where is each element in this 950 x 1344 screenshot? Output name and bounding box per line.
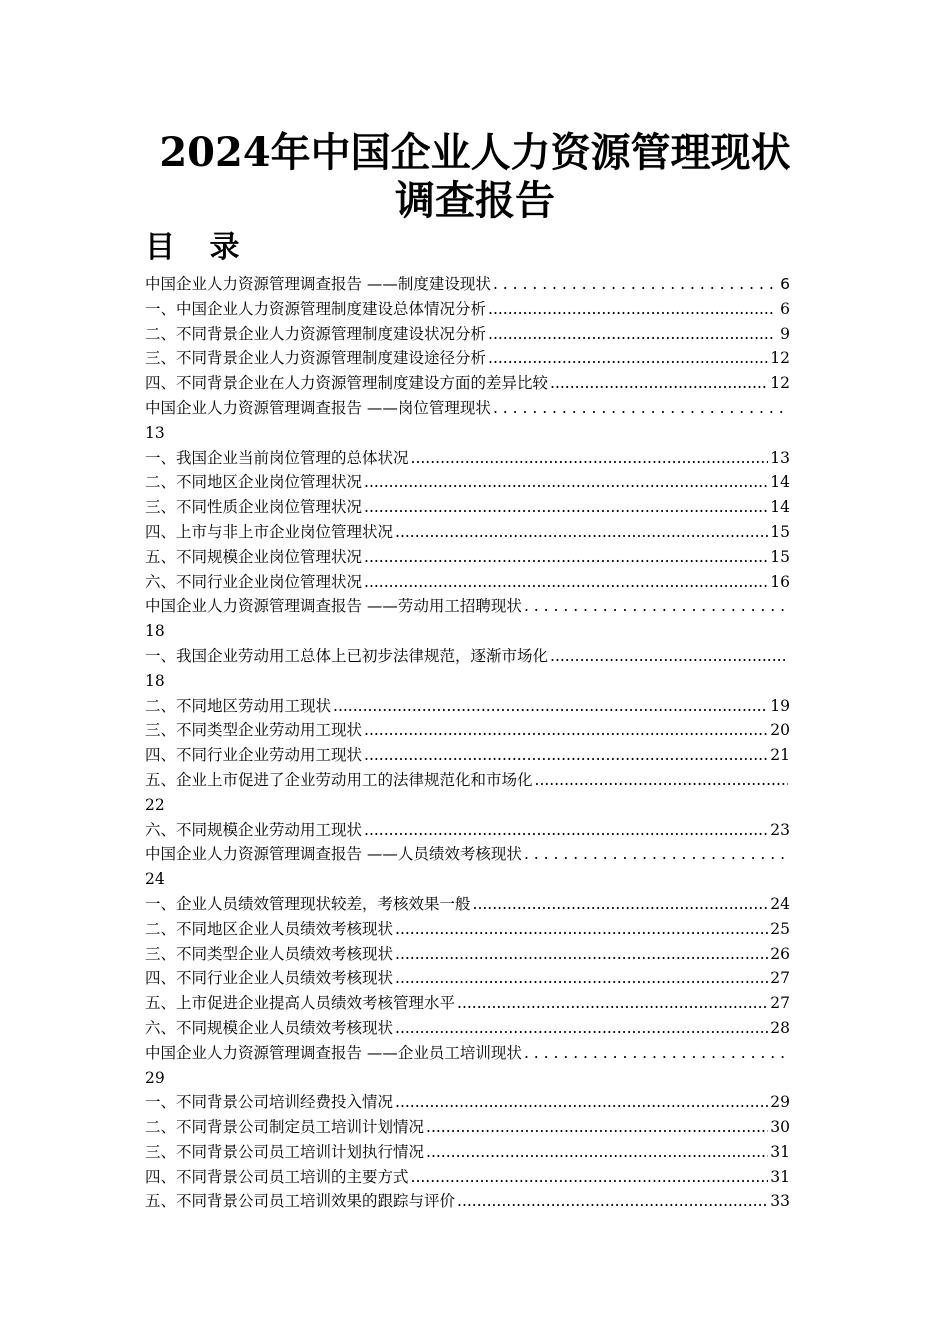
- toc-entry-row: [145, 718, 790, 743]
- toc-entry-row: [145, 942, 790, 967]
- toc-page-number: 31: [770, 1142, 790, 1161]
- toc-dot-leader: [524, 842, 788, 867]
- toc-page-number: 9: [780, 324, 790, 343]
- toc-subsection-entry[interactable]: [145, 818, 790, 843]
- toc-page-number: 18: [145, 622, 165, 641]
- table-of-contents: [145, 272, 790, 1214]
- toc-entry-title: 六、不同规模企业劳动用工现状: [145, 820, 363, 839]
- toc-subsection-entry[interactable]: [145, 644, 790, 694]
- toc-dot-leader: [488, 297, 774, 322]
- toc-dot-leader: [493, 396, 788, 421]
- toc-entry-title: 三、不同背景企业人力资源管理制度建设途径分析: [145, 349, 487, 368]
- toc-subsection-entry[interactable]: [145, 495, 790, 520]
- toc-section-entry[interactable]: [145, 272, 790, 297]
- toc-dot-leader: [333, 694, 768, 719]
- toc-page-number: 20: [770, 721, 790, 740]
- toc-entry-title: 五、上市促进企业提高人员绩效考核管理水平: [145, 994, 456, 1013]
- toc-page-number: 33: [770, 1192, 790, 1211]
- toc-page-number: 15: [770, 547, 790, 566]
- toc-entry-row: [145, 694, 790, 719]
- toc-subsection-entry[interactable]: [145, 991, 790, 1016]
- toc-page-number: 22: [145, 795, 165, 814]
- toc-subsection-entry[interactable]: [145, 545, 790, 570]
- toc-entry-row: [145, 842, 790, 867]
- toc-section-entry[interactable]: [145, 396, 790, 446]
- toc-subsection-entry[interactable]: [145, 966, 790, 991]
- toc-entry-row: [145, 272, 790, 297]
- toc-dot-leader: [473, 892, 769, 917]
- toc-entry-title: 一、我国企业劳动用工总体上已初步法律规范，逐渐市场化: [145, 646, 549, 665]
- report-title-line-1: 2024年中国企业人力资源管理现状: [159, 129, 791, 176]
- toc-subsection-entry[interactable]: [145, 470, 790, 495]
- toc-entry-title: 六、不同行业企业岗位管理状况: [145, 572, 363, 591]
- toc-dot-leader: [395, 520, 768, 545]
- toc-subsection-entry[interactable]: [145, 371, 790, 396]
- toc-page-number: 13: [145, 423, 165, 442]
- toc-dot-leader: [395, 1090, 768, 1115]
- toc-dot-leader: [364, 495, 768, 520]
- toc-page-number: 23: [770, 820, 790, 839]
- report-title-line-2: 调查报告: [395, 177, 555, 224]
- toc-page-number: 6: [780, 275, 790, 293]
- toc-dot-leader: [488, 346, 768, 371]
- toc-heading: 目 录: [145, 230, 252, 265]
- toc-entry-row: [145, 917, 790, 942]
- toc-entry-title: 中国企业人力资源管理调查报告 ——劳动用工招聘现状: [145, 597, 522, 616]
- toc-subsection-entry[interactable]: [145, 570, 790, 595]
- toc-dot-leader: [411, 1165, 769, 1190]
- toc-entry-row: [145, 570, 790, 595]
- toc-entry-row: [145, 1090, 790, 1115]
- toc-dot-leader: [395, 917, 768, 942]
- toc-entry-title: 二、不同背景公司制定员工培训计划情况: [145, 1118, 425, 1137]
- toc-page-number: 13: [770, 448, 790, 467]
- toc-subsection-entry[interactable]: [145, 892, 790, 917]
- toc-entry-title: 一、不同背景公司培训经费投入情况: [145, 1093, 394, 1112]
- toc-entry-row: [145, 520, 790, 545]
- toc-entry-title: 四、不同行业企业劳动用工现状: [145, 746, 363, 765]
- toc-page-number: 12: [770, 349, 790, 368]
- toc-dot-leader: [364, 570, 768, 595]
- toc-entry-title: 四、上市与非上市企业岗位管理状况: [145, 522, 394, 541]
- toc-entry-row: [145, 1016, 790, 1041]
- toc-entry-row: [145, 1140, 790, 1165]
- toc-dot-leader: [395, 942, 768, 967]
- toc-subsection-entry[interactable]: [145, 917, 790, 942]
- toc-entry-title: 五、不同背景公司员工培训效果的跟踪与评价: [145, 1192, 456, 1211]
- toc-page-number: 25: [770, 919, 790, 938]
- toc-dot-leader: [364, 545, 768, 570]
- toc-entry-row: [145, 495, 790, 520]
- toc-dot-leader: [524, 1041, 788, 1066]
- toc-entry-row: [145, 1041, 790, 1066]
- toc-page-number: 28: [770, 1018, 790, 1037]
- toc-entry-row: [145, 1115, 790, 1140]
- toc-subsection-entry[interactable]: [145, 322, 790, 347]
- toc-dot-leader: [395, 1016, 768, 1041]
- toc-entry-title: 二、不同地区劳动用工现状: [145, 696, 332, 715]
- toc-dot-leader: [550, 644, 788, 669]
- toc-entry-title: 二、不同地区企业人员绩效考核现状: [145, 919, 394, 938]
- toc-subsection-entry[interactable]: [145, 1140, 790, 1165]
- toc-entry-row: [145, 396, 790, 421]
- toc-entry-row: [145, 743, 790, 768]
- toc-entry-row: [145, 297, 790, 322]
- toc-entry-row: [145, 991, 790, 1016]
- toc-entry-title: 中国企业人力资源管理调查报告 ——人员绩效考核现状: [145, 845, 522, 864]
- toc-section-entry[interactable]: [145, 842, 790, 892]
- toc-page-number: 14: [770, 498, 790, 517]
- toc-entry-row: [145, 892, 790, 917]
- toc-dot-leader: [364, 818, 768, 843]
- toc-entry-title: 一、我国企业当前岗位管理的总体状况: [145, 448, 409, 467]
- toc-entry-row: [145, 594, 790, 619]
- toc-dot-leader: [457, 991, 768, 1016]
- toc-dot-leader: [524, 594, 788, 619]
- toc-dot-leader: [364, 470, 768, 495]
- toc-dot-leader: [411, 446, 769, 471]
- toc-entry-row: [145, 470, 790, 495]
- toc-section-entry[interactable]: [145, 594, 790, 644]
- toc-entry-row: [145, 545, 790, 570]
- toc-subsection-entry[interactable]: [145, 942, 790, 967]
- toc-page-number: 26: [770, 944, 790, 963]
- toc-entry-row: [145, 1165, 790, 1190]
- toc-dot-leader: [426, 1140, 768, 1165]
- toc-subsection-entry[interactable]: [145, 1016, 790, 1041]
- toc-section-entry[interactable]: [145, 1041, 790, 1091]
- toc-page-number: 24: [770, 894, 790, 913]
- toc-entry-title: 六、不同规模企业人员绩效考核现状: [145, 1018, 394, 1037]
- toc-entry-title: 一、企业人员绩效管理现状较差，考核效果一般: [145, 894, 471, 913]
- toc-page-number: 29: [770, 1093, 790, 1112]
- toc-page-number: 24: [145, 870, 165, 889]
- toc-entry-title: 三、不同背景公司员工培训计划执行情况: [145, 1142, 425, 1161]
- toc-page-number: 14: [770, 473, 790, 492]
- toc-subsection-entry[interactable]: [145, 1115, 790, 1140]
- toc-subsection-entry[interactable]: [145, 718, 790, 743]
- toc-entry-title: 四、不同背景企业在人力资源管理制度建设方面的差异比较: [145, 374, 549, 393]
- toc-page-number: 27: [770, 994, 790, 1013]
- toc-subsection-entry[interactable]: [145, 743, 790, 768]
- toc-entry-title: 三、不同类型企业人员绩效考核现状: [145, 944, 394, 963]
- toc-entry-title: 三、不同性质企业岗位管理状况: [145, 498, 363, 517]
- toc-page-number: 27: [770, 969, 790, 988]
- toc-page-number: 19: [770, 696, 790, 715]
- toc-entry-title: 中国企业人力资源管理调查报告 ——制度建设现状: [145, 275, 491, 293]
- toc-page-number: 21: [770, 746, 790, 765]
- toc-entry-row: [145, 446, 790, 471]
- toc-page-number: 18: [145, 671, 165, 690]
- toc-entry-row: [145, 1189, 790, 1214]
- toc-dot-leader: [457, 1189, 768, 1214]
- toc-entry-title: 一、中国企业人力资源管理制度建设总体情况分析: [145, 299, 487, 318]
- toc-entry-row: [145, 818, 790, 843]
- toc-page-number: 15: [770, 522, 790, 541]
- toc-subsection-entry[interactable]: [145, 297, 790, 322]
- toc-entry-row: [145, 322, 790, 347]
- toc-entry-title: 五、不同规模企业岗位管理状况: [145, 547, 363, 566]
- toc-entry-row: [145, 966, 790, 991]
- toc-entry-row: [145, 371, 790, 396]
- toc-dot-leader: [364, 743, 768, 768]
- toc-subsection-entry[interactable]: [145, 1189, 790, 1214]
- toc-entry-row: [145, 768, 790, 793]
- toc-dot-leader: [493, 272, 774, 297]
- toc-dot-leader: [364, 718, 768, 743]
- toc-entry-title: 四、不同背景公司员工培训的主要方式: [145, 1167, 409, 1186]
- toc-entry-title: 中国企业人力资源管理调查报告 ——企业员工培训现状: [145, 1043, 522, 1062]
- toc-page-number: 6: [780, 299, 790, 318]
- toc-entry-title: 二、不同背景企业人力资源管理制度建设状况分析: [145, 324, 487, 343]
- toc-entry-row: [145, 346, 790, 371]
- toc-page-number: 12: [770, 374, 790, 393]
- toc-entry-row: [145, 644, 790, 669]
- toc-page-number: 16: [770, 572, 790, 591]
- toc-page-number: 31: [770, 1167, 790, 1186]
- toc-page-number: 30: [770, 1118, 790, 1137]
- toc-dot-leader: [535, 768, 788, 793]
- toc-entry-title: 四、不同行业企业人员绩效考核现状: [145, 969, 394, 988]
- toc-subsection-entry[interactable]: [145, 346, 790, 371]
- toc-dot-leader: [550, 371, 768, 396]
- toc-dot-leader: [426, 1115, 768, 1140]
- toc-subsection-entry[interactable]: [145, 1090, 790, 1115]
- toc-dot-leader: [395, 966, 768, 991]
- toc-entry-title: 中国企业人力资源管理调查报告 ——岗位管理现状: [145, 398, 491, 417]
- toc-entry-title: 二、不同地区企业岗位管理状况: [145, 473, 363, 492]
- toc-page-number: 29: [145, 1068, 165, 1087]
- toc-entry-title: 三、不同类型企业劳动用工现状: [145, 721, 363, 740]
- toc-subsection-entry[interactable]: [145, 768, 790, 818]
- toc-subsection-entry[interactable]: [145, 1165, 790, 1190]
- toc-subsection-entry[interactable]: [145, 694, 790, 719]
- toc-dot-leader: [488, 322, 774, 347]
- toc-subsection-entry[interactable]: [145, 446, 790, 471]
- toc-subsection-entry[interactable]: [145, 520, 790, 545]
- toc-entry-title: 五、企业上市促进了企业劳动用工的法律规范化和市场化: [145, 770, 533, 789]
